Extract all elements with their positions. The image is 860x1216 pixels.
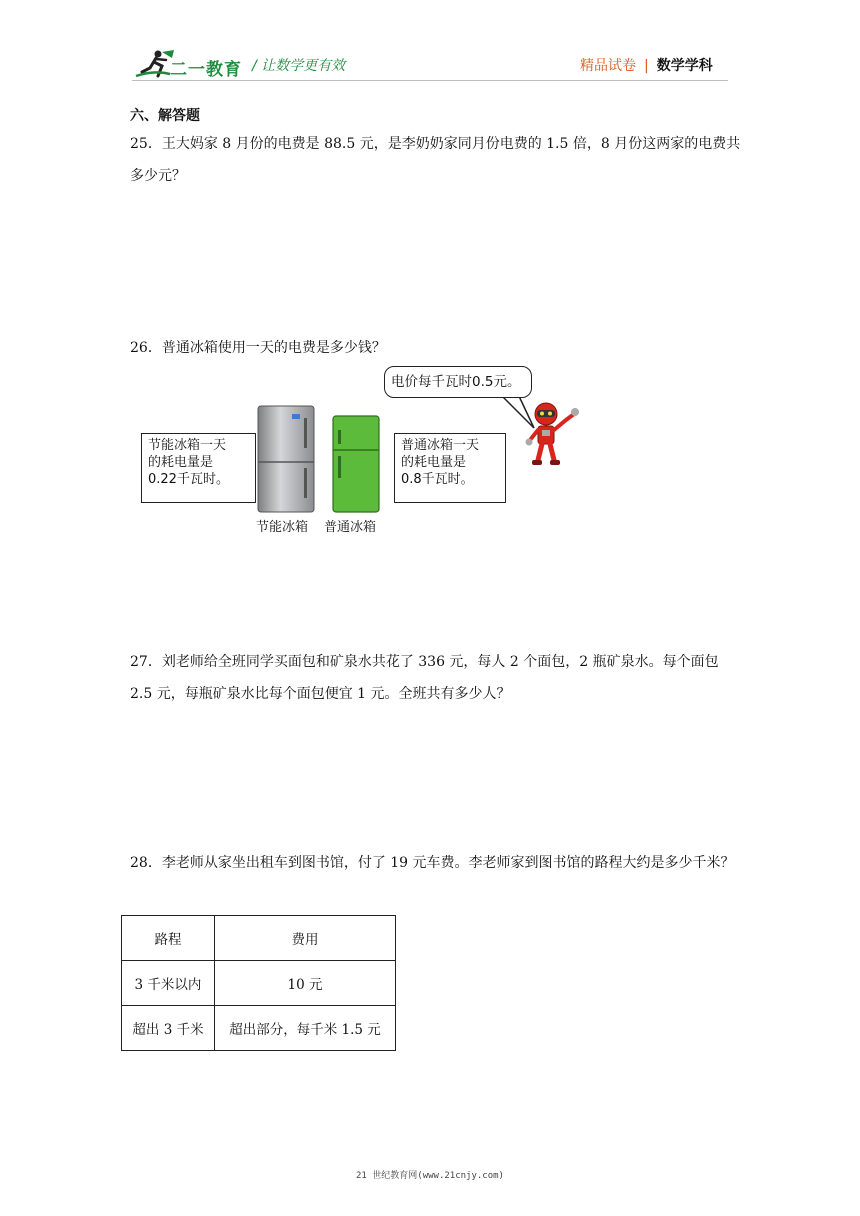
energy-saving-fridge-icon — [256, 404, 316, 514]
saving-fridge-label: 节能冰箱 — [256, 520, 309, 535]
normal-box-line: 0.8千瓦时。 — [401, 472, 474, 487]
table-header-row — [122, 916, 396, 961]
normal-box-line: 的耗电量是 — [401, 455, 467, 470]
table-header-cell: 路程 — [122, 916, 215, 961]
question-27: 27．刘老师给全班同学买面包和矿泉水共花了 336 元，每人 2 个面包，2 瓶矿泉水。每个面包 2.5 元，每瓶矿泉水比每个面包便宜 1 元。全班共有多少人？ — [130, 654, 719, 702]
section-title: 六、解答题 — [130, 108, 200, 124]
table-cell: 3 千米以内 — [122, 961, 215, 1006]
saving-fridge-info-box — [141, 433, 256, 503]
price-speech-bubble: 电价每千瓦时0.5元。 — [384, 366, 532, 398]
header-right — [580, 55, 713, 75]
normal-fridge-info-box — [394, 433, 506, 503]
question-28: 28．李老师从家坐出租车到图书馆，付了 19 元车费。李老师家到图书馆的路程大约是多少千米？ — [130, 855, 735, 871]
table-cell: 超出 3 千米 — [122, 1006, 215, 1051]
logo-text: 二一教育 — [170, 60, 242, 80]
normal-box-line: 普通冰箱一天 — [401, 438, 480, 453]
table-header-cell: 费用 — [215, 916, 396, 961]
normal-fridge-icon — [331, 414, 381, 514]
slogan: / 让数学更有效 — [252, 58, 346, 74]
saving-box-line: 节能冰箱一天 — [148, 438, 227, 453]
taxi-fee-table — [121, 915, 396, 1051]
normal-fridge-label: 普通冰箱 — [324, 520, 377, 535]
question-26: 26．普通冰箱使用一天的电费是多少钱？ — [130, 340, 386, 356]
robot-icon — [524, 400, 582, 468]
table-cell: 10 元 — [215, 961, 396, 1006]
header-divider — [132, 80, 728, 81]
question-25: 25．王大妈家 8 月份的电费是 88.5 元，是李奶奶家同月份电费的 1.5 倍，8 月份这两家的电费共多少元？ — [130, 136, 741, 184]
footer: 21 世纪教育网(www.21cnjy.com) — [356, 1171, 504, 1181]
brand-label: 精品试卷 — [580, 58, 636, 74]
saving-box-line: 的耗电量是 — [148, 455, 214, 470]
saving-box-line: 0.22千瓦时。 — [148, 472, 229, 487]
table-row — [122, 1006, 396, 1051]
table-row — [122, 961, 396, 1006]
table-cell: 超出部分，每千米 1.5 元 — [215, 1006, 396, 1051]
subject-label: 数学学科 — [656, 58, 713, 74]
header-separator: | — [644, 58, 649, 74]
